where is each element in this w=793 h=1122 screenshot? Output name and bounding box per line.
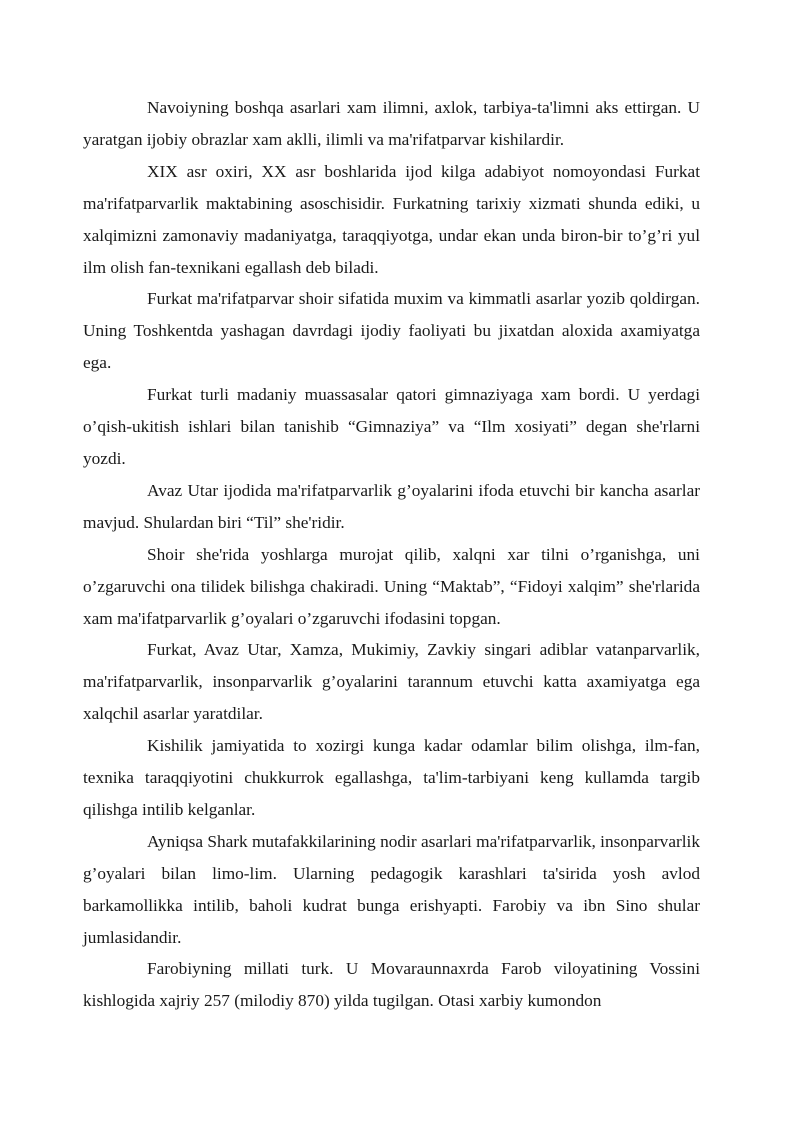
paragraph-1: Navoiyning boshqa asarlari xam ilimni, axlok, tarbiya-ta'limni aks ettirgan. U yaratgan ijobiy obrazlar xam aklli, ilimli va ma'rifatparvar kishilardir. (83, 98, 700, 149)
paragraph-3: Furkat ma'rifatparvar shoir sifatida muxim va kimmatli asarlar yozib qoldirgan. Uning Toshkentda yashagan davrdagi ijodiy faoliyati bu jixatdan aloxida axamiyatga ega. (83, 289, 700, 373)
paragraph-8: Kishilik jamiyatida to xozirgi kunga kadar odamlar bilim olishga, ilm-fan, texnika taraqqiyotini chukkurrok egallashga, ta'lim-tarbiyani keng kullamda targib qilishga intilib kelganlar. (83, 736, 700, 819)
document-page (83, 92, 700, 1017)
paragraph-4: Furkat turli madaniy muassasalar qatori gimnaziyaga xam bordi. U yerdagi o’qish-ukitish ishlari bilan tanishib “Gimnaziya” va “Ilm xosiyati” degan she'rlarni yozdi. (83, 385, 700, 468)
paragraph-7: Furkat, Avaz Utar, Xamza, Mukimiy, Zavkiy singari adiblar vatanparvarlik, ma'rifatparvarlik, insonparvarlik g’oyalarini tarannum etuvchi katta axamiyatga ega xalqchil asarlar yaratdilar. (83, 640, 700, 724)
paragraph-2: XIX asr oxiri, XX asr boshlarida ijod kilga adabiyot nomoyondasi Furkat ma'rifatparvarlik maktabining asoschisidir. Furkatning tarixiy xizmati shunda ediki, u xalqimizni zamonaviy madaniyatga, taraqqiyotga, undar ekan unda biron-bir to’g’ri yul ilm olish fan-texnikani egallash deb biladi. (83, 161, 700, 277)
paragraph-9: Ayniqsa Shark mutafakkilarining nodir asarlari ma'rifatparvarlik, insonparvarlik g’oyalari bilan limo-lim. Ularning pedagogik karashlari ta'sirida yosh avlod barkamollikka intilib, baholi kudrat bunga erishyapti. Farobiy va ibn Sino shular jumlasidandir. (83, 831, 700, 947)
paragraph-6: Shoir she'rida yoshlarga murojat qilib, xalqni xar tilni o’rganishga, uni o’zgaruvchi ona tilidek bilishga chakiradi. Uning “Maktab”, “Fidoyi xalqim” she'rlarida xam ma'ifatparvarlik g’oyalari o’zgaruvchi ifodasini topgan. (83, 544, 700, 628)
paragraph-10: Farobiyning millati turk. U Movaraunnaxrda Farob viloyatining Vossini kishlogida xajriy 257 (milodiy 870) yilda tugilgan. Otasi xarbiy kumondon (83, 959, 700, 1011)
paragraph-5: Avaz Utar ijodida ma'rifatparvarlik g’oyalarini ifoda etuvchi bir kancha asarlar mavjud. Shulardan biri “Til” she'ridir. (83, 480, 700, 532)
